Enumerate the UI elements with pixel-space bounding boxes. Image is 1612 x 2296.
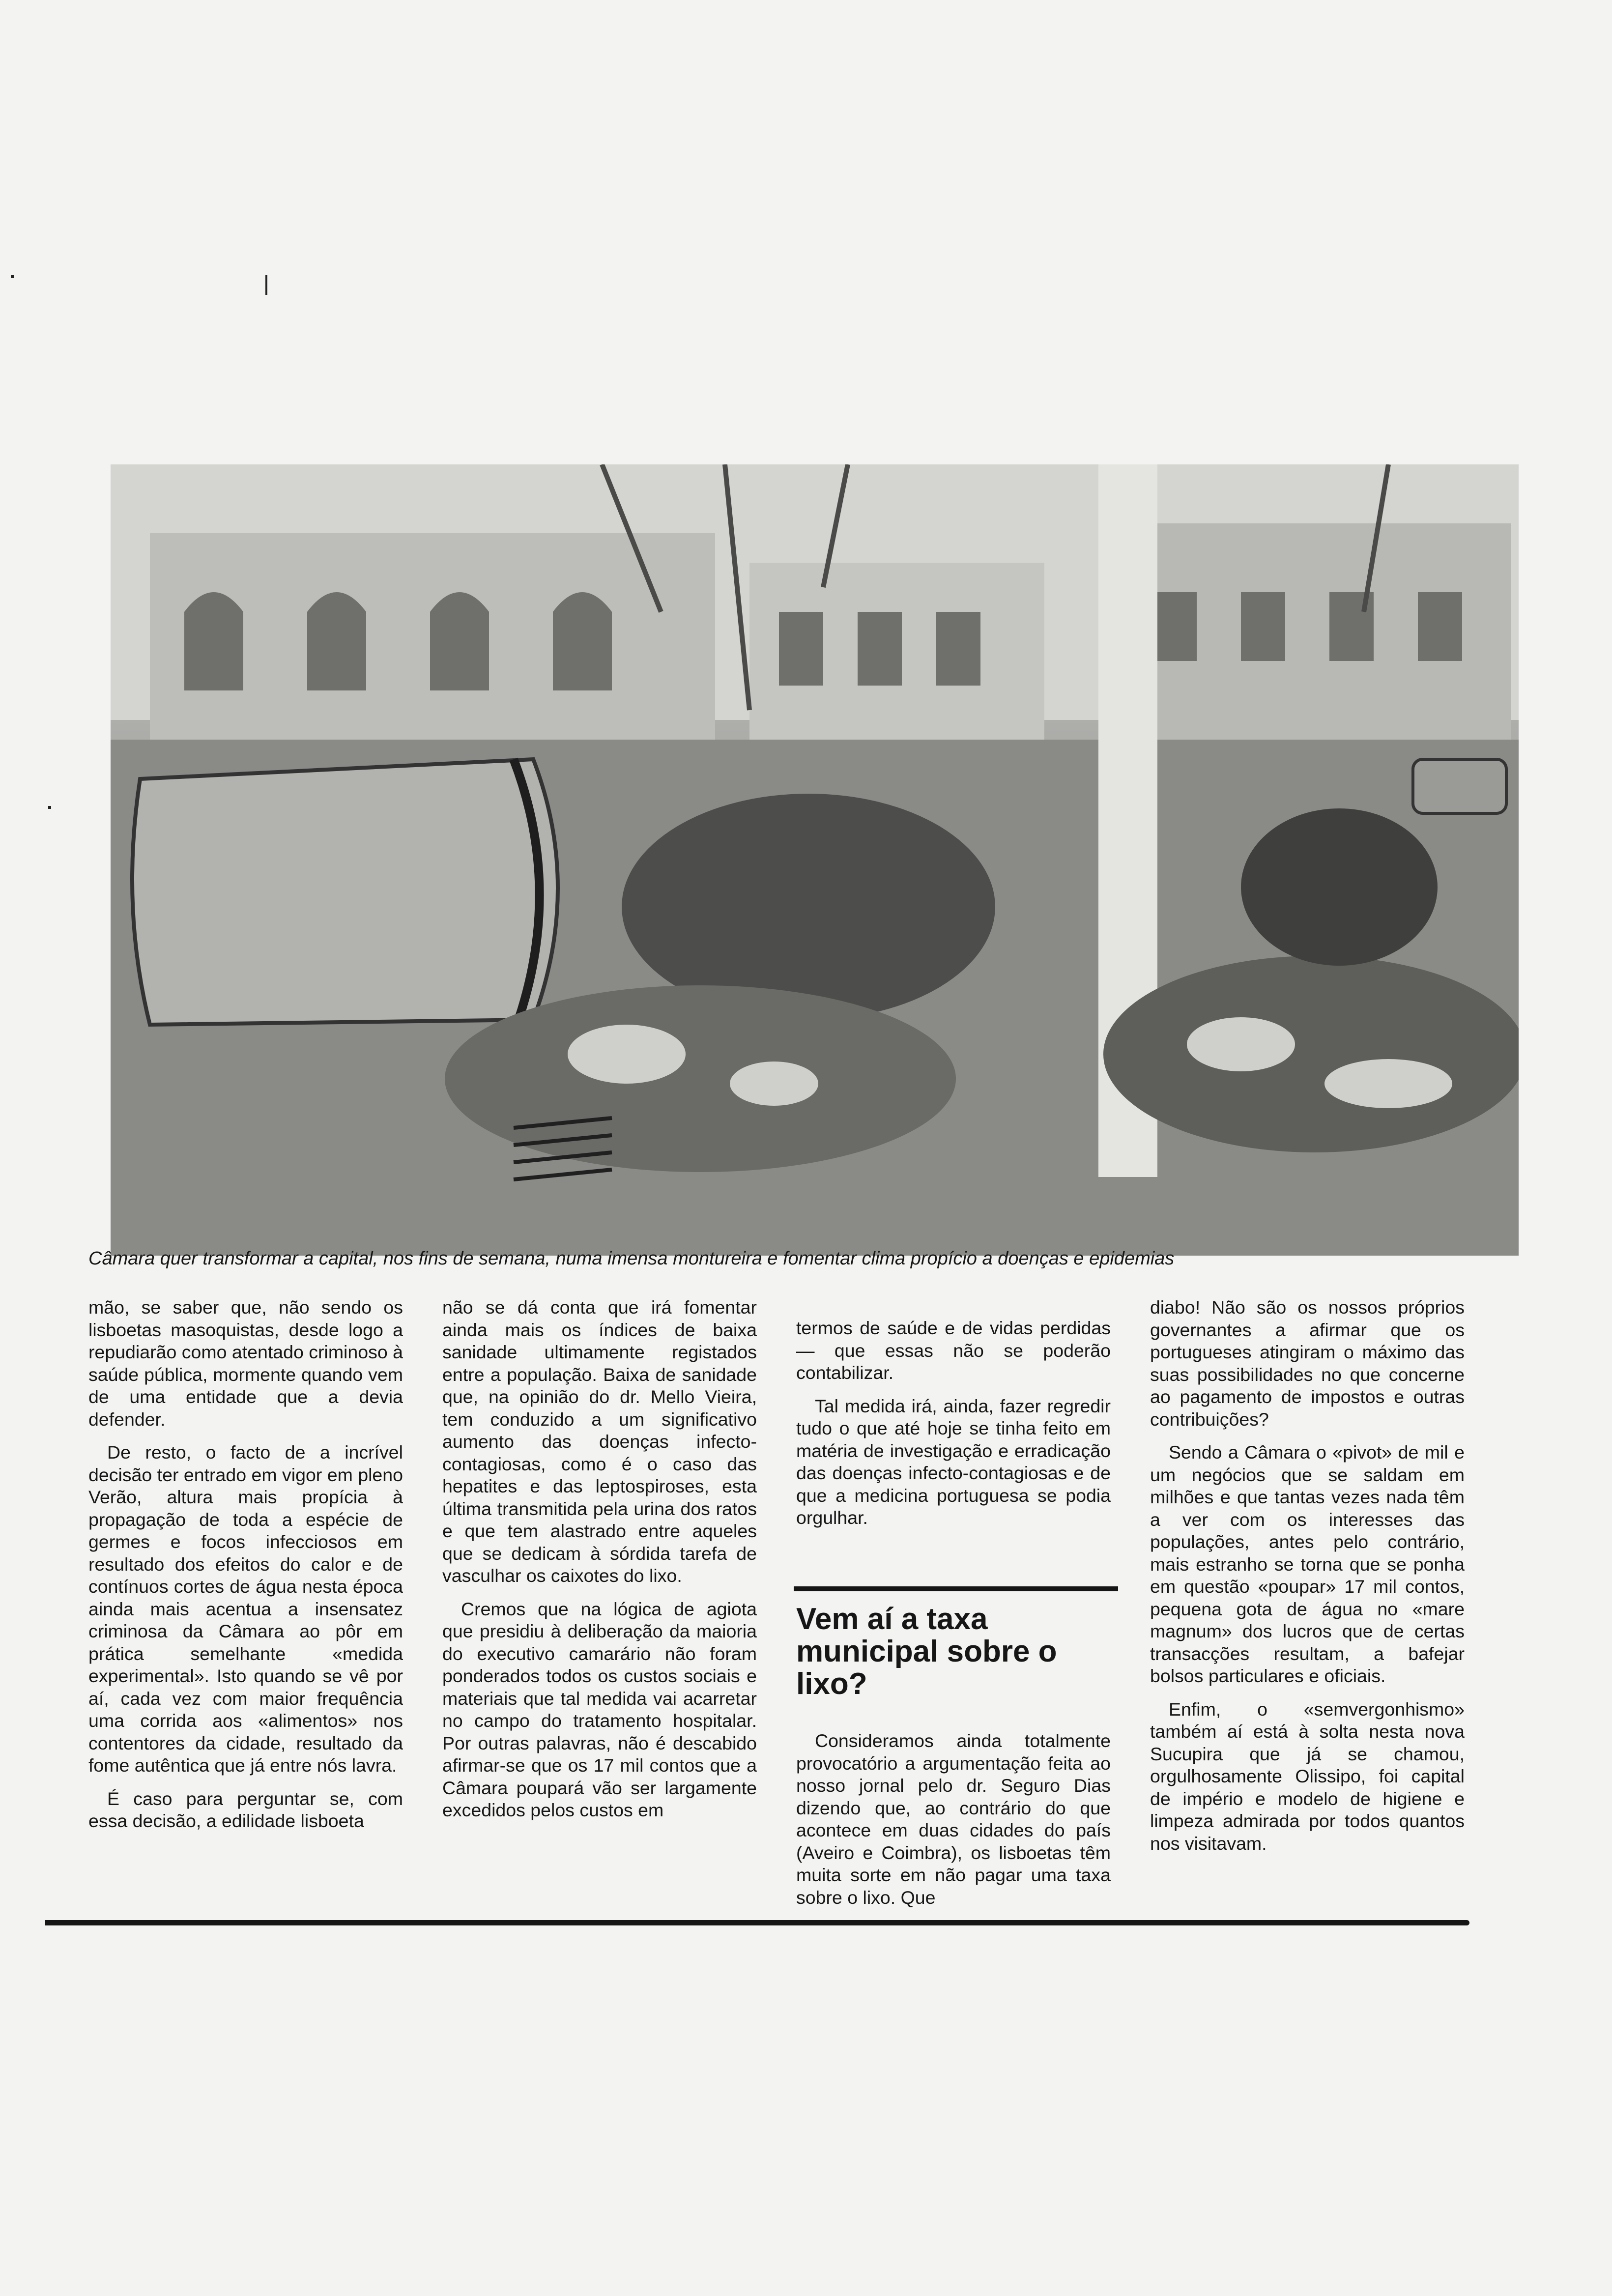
article-column-4 (1150, 1296, 1465, 1866)
paragraph: mão, se saber que, não sendo os lisboetas masoquistas, desde logo a repudiarão como atentado criminoso à saúde pública, mormente quando vem de uma entidade que a devia defender. (88, 1297, 403, 1430)
paragraph: De resto, o facto de a incrível decisão ter entrado em vigor em pleno Verão, altura mais propícia à propagação de toda a espécie de germes e focos infecciosos em resultado dos efeitos do calor e de contínuos cortes de água nesta época ainda mais acentua a insensatez criminosa da Câmara ao pôr em prática semelhante «medida experimental». Isto quando se vê por aí, cada vez com maior frequência uma corrida aos «alimentos» nos contentores da cidade, resultado da fome autêntica que já entre nós lavra. (88, 1442, 403, 1776)
scan-speck (11, 275, 14, 278)
news-photo (111, 464, 1519, 1256)
photo-caption: Câmara quer transformar a capital, nos fins de semana, numa imensa montureira e fomentar clima propício a doenças e epidemias (88, 1248, 1175, 1269)
paragraph: diabo! Não são os nossos próprios governantes a afirmar que os portugueses atingiram o máximo das suas possibilidades no que concerne ao pagamento de impostos e outras contribuições? (1150, 1297, 1465, 1430)
paragraph: É caso para perguntar se, com essa decisão, a edilidade lisboeta (88, 1788, 403, 1831)
article-column-3-continued (796, 1730, 1111, 1920)
scan-speck (265, 275, 267, 295)
paragraph: Enfim, o «semvergonhismo» também aí está à solta nesta nova Sucupira que já se chamou, orgulhosamente Olissipo, foi capital de império e modelo de higiene e limpeza admirada por todos quantos nos visitavam. (1150, 1698, 1465, 1854)
paragraph: termos de saúde e de vidas perdidas — que essas não se poderão contabilizar. (796, 1318, 1111, 1383)
paragraph: Consideramos ainda totalmente provocatório a argumentação feita ao nosso jornal pelo dr. Seguro Dias dizendo que, ao contrário do que acontece em duas cidades do país (Aveiro e Coimbra), os lisboetas têm muita sorte em não pagar uma taxa sobre o lixo. Que (796, 1730, 1111, 1908)
subhead-rule (794, 1586, 1118, 1591)
article-column-1 (88, 1296, 403, 1843)
paragraph: Tal medida irá, ainda, fazer regredir tudo o que até hoje se tinha feito em matéria de investigação e erradicação das doenças infecto-contagiosas e de que a medicina portuguesa se podia orgulhar. (796, 1395, 1111, 1528)
subheading: Vem aí a taxa municipal sobre o lixo? (796, 1602, 1057, 1701)
article-column-2 (442, 1296, 757, 1833)
bottom-rule (45, 1920, 1469, 1925)
paragraph: Sendo a Câmara o «pivot» de mil e um negócios que se saldam em milhões e que tantas vezes nada têm a ver com os interesses das populações, antes pelo contrário, mais estranho se torna que se ponha em questão «poupar» 17 mil contos, pequena gota de água no «mare magnum» dos lucros que de certas transacções resultam, a bafejar bolsos particulares e oficiais. (1150, 1442, 1465, 1686)
paragraph: não se dá conta que irá fomentar ainda mais os índices de baixa sanidade ultimamente registados entre a população. Baixa de sanidade que, na opinião do dr. Mello Vieira, tem conduzido a um significativo aumento das doenças infecto-contagiosas, como é o caso das hepatites e das leptospiroses, esta última transmitida pela urina dos ratos e que tem alastrado entre aqueles que se dedicam à sórdida tarefa de vasculhar os caixotes do lixo. (442, 1297, 757, 1586)
scan-speck (48, 806, 51, 809)
article-column-3 (796, 1317, 1111, 1540)
paragraph: Cremos que na lógica de agiota que presidiu à deliberação da maioria do executivo camarário não foram ponderados todos os custos sociais e materiais que tal medida vai acarretar no campo do tratamento hospitalar. Por outras palavras, não é descabido afirmar-se que os 17 mil contos que a Câmara poupará vão ser largamente excedidos pelos custos em (442, 1598, 757, 1820)
